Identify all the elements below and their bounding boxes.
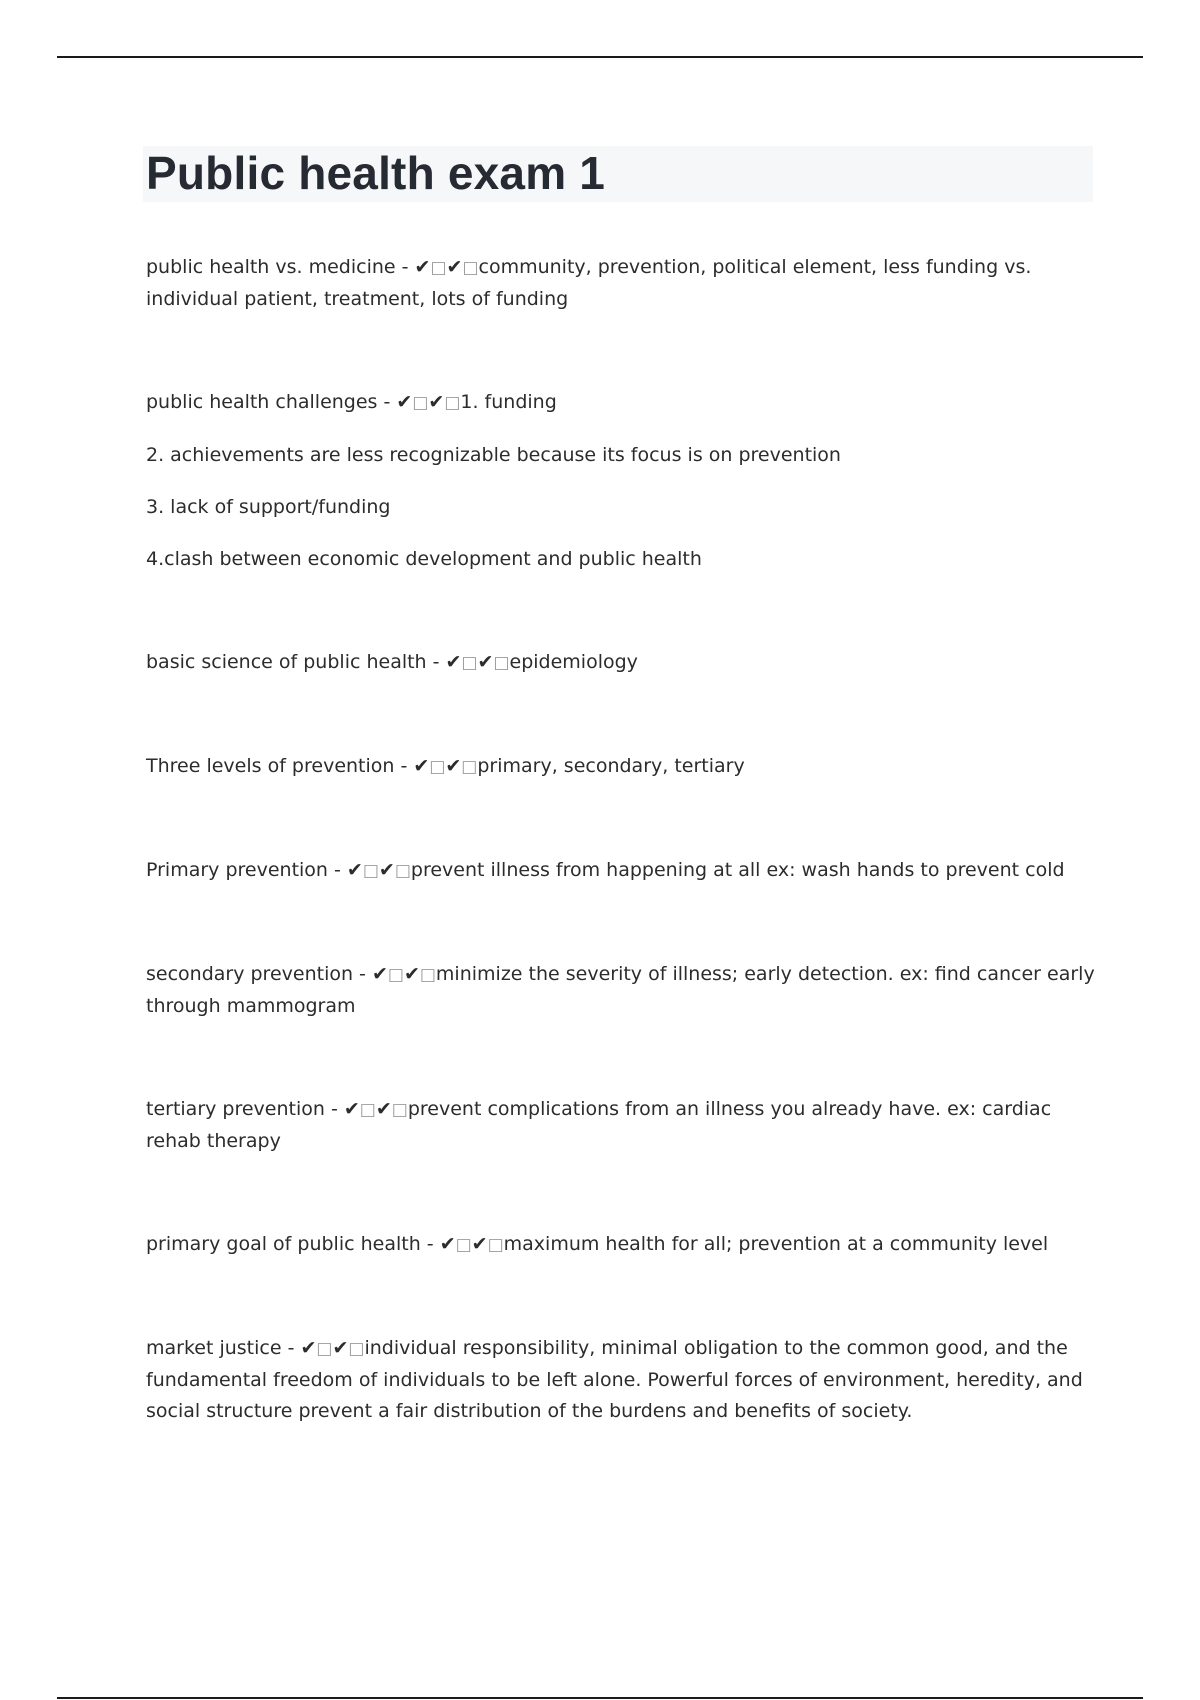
checkmark-icon: ✔ [343, 1098, 360, 1120]
box-icon: □ [493, 653, 510, 673]
flashcard-term: Primary prevention [146, 859, 328, 881]
flashcard-line [146, 252, 1096, 315]
checkmark-icon: ✔ [346, 859, 363, 881]
flashcard-answer-line: 2. achievements are less recognizable because its focus is on prevention [146, 444, 841, 466]
flashcard [146, 1094, 1096, 1157]
checkmark-icon: ✔ [378, 859, 395, 881]
checkmark-icon: ✔ [446, 256, 463, 278]
flashcard-line [146, 751, 1096, 783]
checkmark-icon: ✔ [477, 651, 494, 673]
flashcard [146, 1333, 1096, 1427]
bottom-rule [57, 1697, 1143, 1699]
flashcard-answer-line: 3. lack of support/funding [146, 496, 391, 518]
flashcard-answer: prevent complications from an illness you already have. ex: cardiac rehab therapy [146, 1098, 1052, 1152]
flashcard [146, 1229, 1096, 1261]
box-icon: □ [444, 393, 461, 413]
flashcard [146, 855, 1096, 887]
term-separator: - [394, 755, 414, 777]
box-icon: □ [462, 258, 479, 278]
flashcard-answer-line: 4.clash between economic development and public health [146, 548, 702, 570]
box-icon: □ [461, 653, 478, 673]
box-icon: □ [487, 1235, 504, 1255]
flashcard-answer: 1. funding [460, 391, 557, 413]
flashcard-answer: prevent illness from happening at all ex: wash hands to prevent cold [410, 859, 1065, 881]
checkmark-icon: ✔ [375, 1098, 392, 1120]
term-separator: - [377, 391, 397, 413]
flashcard-list [146, 252, 1096, 1427]
box-icon: □ [348, 1339, 365, 1359]
flashcard-term: public health vs. medicine [146, 256, 396, 278]
flashcard-line [146, 959, 1096, 1022]
checkmark-icon: ✔ [371, 963, 388, 985]
flashcard-answer: minimize the severity of illness; early detection. ex: find cancer early through mammogram [146, 963, 1095, 1017]
flashcard-line [146, 387, 1096, 419]
flashcard-term: secondary prevention [146, 963, 354, 985]
flashcard-line [146, 1333, 1096, 1427]
checkmark-icon: ✔ [471, 1233, 488, 1255]
checkmark-icon: ✔ [445, 755, 462, 777]
checkmark-icon: ✔ [428, 391, 445, 413]
checkmark-icon: ✔ [403, 963, 420, 985]
box-icon: □ [362, 861, 379, 881]
checkmark-icon: ✔ [439, 1233, 456, 1255]
flashcard-term: primary goal of public health [146, 1233, 421, 1255]
flashcard-term: market justice [146, 1337, 282, 1359]
term-separator: - [426, 651, 446, 673]
box-icon: □ [461, 757, 478, 777]
box-icon: □ [430, 258, 447, 278]
term-separator: - [395, 256, 415, 278]
flashcard-answer: epidemiology [509, 651, 638, 673]
term-separator: - [420, 1233, 440, 1255]
flashcard-line [146, 1094, 1096, 1157]
flashcard-term: Three levels of prevention [146, 755, 395, 777]
checkmark-icon: ✔ [300, 1337, 317, 1359]
box-icon: □ [387, 965, 404, 985]
checkmark-icon: ✔ [413, 755, 430, 777]
box-icon: □ [412, 393, 429, 413]
document-title: Public health exam 1 [146, 147, 606, 199]
flashcard-term: tertiary prevention [146, 1098, 325, 1120]
flashcard-answer: individual responsibility, minimal obligation to the common good, and the fundamental freedom of individuals to be left alone. Powerful forces of environment, heredity, and social structure prevent a fair distribution of the burdens and benefits of society. [146, 1337, 1083, 1422]
checkmark-icon: ✔ [332, 1337, 349, 1359]
checkmark-icon: ✔ [396, 391, 413, 413]
flashcard-answer: maximum health for all; prevention at a community level [503, 1233, 1049, 1255]
flashcard-answer: primary, secondary, tertiary [477, 755, 745, 777]
flashcard-line [146, 855, 1096, 887]
flashcard-term: basic science of public health [146, 651, 427, 673]
checkmark-icon: ✔ [445, 651, 462, 673]
term-separator: - [327, 859, 347, 881]
flashcard-answer: community, prevention, political element, less funding vs. individual patient, treatment, lots of funding [146, 256, 1032, 310]
flashcard [146, 647, 1096, 679]
box-icon: □ [419, 965, 436, 985]
box-icon: □ [316, 1339, 333, 1359]
box-icon: □ [429, 757, 446, 777]
flashcard [146, 959, 1096, 1022]
term-separator: - [281, 1337, 301, 1359]
top-rule [57, 56, 1143, 58]
box-icon: □ [394, 861, 411, 881]
flashcard [146, 252, 1096, 315]
term-separator: - [353, 963, 372, 985]
checkmark-icon: ✔ [414, 256, 431, 278]
flashcard [146, 751, 1096, 783]
term-separator: - [324, 1098, 344, 1120]
flashcard-term: public health challenges [146, 391, 378, 413]
box-icon: □ [359, 1100, 376, 1120]
box-icon: □ [391, 1100, 408, 1120]
flashcard [146, 387, 1096, 575]
box-icon: □ [455, 1235, 472, 1255]
flashcard-line [146, 647, 1096, 679]
flashcard-line [146, 1229, 1096, 1261]
